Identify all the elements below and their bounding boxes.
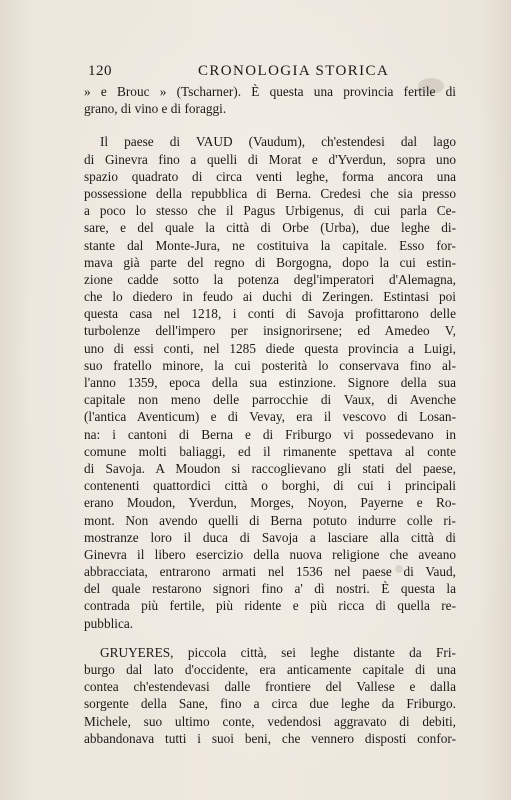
- text-line: che lo diedero in feudo ai duchi di Zeringen. Estintasi poi: [84, 289, 456, 305]
- text-line: abbracciata, entrarono armati nel 1536 nel paese di Vaud,: [84, 564, 456, 580]
- text-line: na: i cantoni di Berna e di Friburgo vi possedevano in: [84, 426, 456, 442]
- text-line: Ginevra il libero esercizio della nuova religione che aveano: [84, 546, 456, 562]
- text-line: Il paese di VAUD (Vaudum), ch'estendesi dal lago: [100, 134, 456, 150]
- text-line: a poco lo stesso che il Pagus Urbigenus, di cui parla Ce-: [84, 203, 456, 219]
- text-line: pubblica.: [84, 615, 134, 631]
- text-line: Michele, suo ultimo conte, vedendosi aggravato di debiti,: [84, 713, 456, 729]
- text-line: l'anno 1359, epoca della sua estinzione. Signore della sua: [84, 375, 456, 390]
- text-line: (l'antica Aventicum) e di Vevay, era il vescovo di Losan-: [84, 409, 456, 425]
- text-line: suo fratello minore, la cui posterità lo conservava fino al-: [84, 357, 456, 373]
- text-line: stante dal Monte-Jura, ne costituiva la capitale. Esso for-: [84, 237, 456, 253]
- text-line: spazio quadrato di circa venti leghe, forma ancora una: [84, 168, 456, 184]
- text-line: burgo dal lato d'occidente, era anticamente capitale di una: [84, 662, 456, 677]
- running-head: CRONOLOGIA STORICA: [198, 63, 390, 79]
- body-text: [84, 83, 456, 747]
- text-line: mava già parte del regno di Borgogna, dopo la cui estin-: [84, 254, 456, 270]
- text-line: del quale restarono signori fino a' dì nostri. È questa la: [84, 581, 456, 597]
- text-line: uno di essi conti, nel 1285 diede questa provincia a Luigi,: [84, 340, 456, 356]
- page-number: 120: [88, 63, 112, 79]
- text-line: abbandonava tutti i suoi beni, che vennero disposti confor-: [84, 730, 456, 746]
- text-line: questa casa nel 1218, i conti di Savoja profittarono delle: [84, 306, 456, 322]
- text-line: contrada più fertile, più ridente e più ricca di quella re-: [84, 598, 456, 614]
- text-line: contenenti quattordici città o borghi, di cui i principali: [84, 478, 456, 494]
- paragraph-intro: [84, 83, 456, 117]
- text-line: turbolenze dell'impero per insignorirsene; ed Amedeo V,: [84, 323, 456, 339]
- paragraph-vaud: [84, 133, 456, 631]
- text-line: di Ginevra fino a quelli di Morat e d'Yverdun, sopra uno: [84, 151, 456, 167]
- paragraph-spacing: [84, 117, 456, 133]
- text-line: possessione della repubblica di Berna. Credesi che sia presso: [84, 185, 456, 201]
- text-line: mostranze loro il duca di Savoja a lasciare alla città di: [84, 529, 456, 545]
- page-header: [86, 63, 452, 85]
- text-line: comune molti baliaggi, ed il rimanente spettava al conte: [84, 443, 456, 459]
- paragraph-gruyeres: [84, 644, 456, 747]
- text-line: contea ch'estendevasi dalle frontiere del Vallese e dalla: [84, 679, 456, 695]
- text-line: capitale non meno delle parrocchie di Vaux, di Avenche: [84, 392, 456, 408]
- text-line: mont. Non avendo quelli di Berna potuto indurre colle ri-: [84, 512, 456, 528]
- text-line: GRUYERES, piccola città, sei leghe distante da Fri-: [100, 644, 456, 660]
- text-line: sare, e del quale la città di Orbe (Urba), due leghe di-: [84, 220, 456, 236]
- text-line: zione cadde sotto la potenza degl'imperatori d'Alemagna,: [84, 271, 456, 287]
- text-line: grano, di vino e di foraggi.: [84, 101, 227, 117]
- text-line: » e Brouc » (Tscharner). È questa una provincia fertile di: [84, 84, 456, 99]
- text-line: di Savoja. A Moudon si raccoglievano gli stati del paese,: [84, 460, 456, 476]
- text-line: erano Moudon, Yverdun, Morges, Noyon, Payerne e Ro-: [84, 495, 456, 511]
- paragraph-spacing: [84, 632, 456, 644]
- text-line: sorgente della Sane, fino a circa due leghe da Friburgo.: [84, 696, 456, 712]
